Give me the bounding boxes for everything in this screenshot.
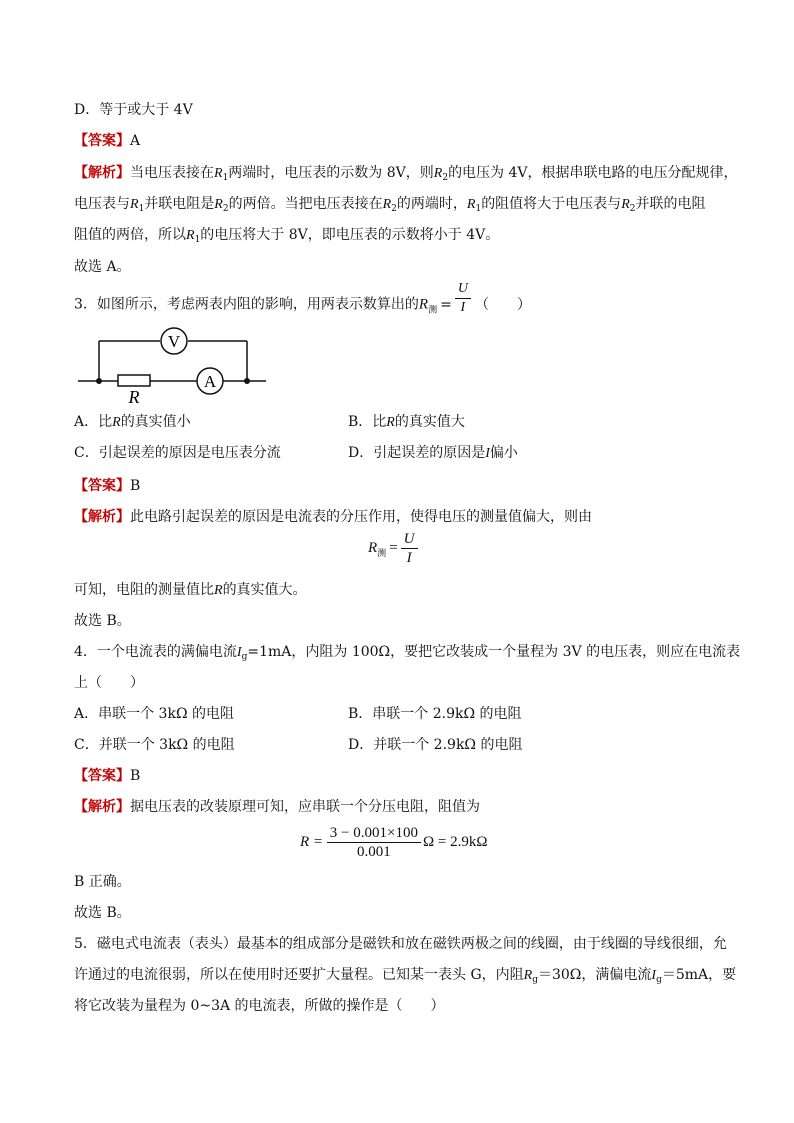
equals: = (389, 539, 398, 556)
numerator: U (401, 530, 418, 549)
q4-option-d: D．并联一个 2.9kΩ 的电阻 (348, 737, 523, 753)
answer-value: B (130, 768, 141, 784)
q3-answer (74, 476, 140, 496)
var: R (368, 539, 378, 556)
text: 两端时，电压表的示数为 8V，则 (228, 165, 434, 181)
q4-option-b: B．串联一个 2.9kΩ 的电阻 (348, 706, 522, 722)
denominator: I (460, 300, 466, 315)
fraction (401, 530, 418, 567)
var: R (386, 415, 395, 430)
q4-option-a: A．串联一个 3kΩ 的电阻 (74, 706, 235, 722)
text: B．比 (348, 414, 387, 430)
equals: = (440, 296, 452, 313)
sub: 测 (428, 305, 438, 316)
analysis-tag: 【解析】 (74, 509, 130, 525)
text: 并联电阻是 (144, 196, 215, 212)
answer-tag: 【答案】 (74, 478, 130, 494)
sub: 2 (222, 204, 229, 214)
answer-value: B (130, 478, 141, 494)
text: ＝30Ω，满偏电流 (537, 967, 652, 983)
q4-stem-line-1 (74, 642, 740, 667)
answer-tag: 【答案】 (74, 133, 130, 149)
text: ＝5mA，要 (661, 967, 737, 983)
denominator: I (406, 550, 412, 566)
q4-option-c: C．并联一个 3kΩ 的电阻 (74, 737, 235, 753)
resistor-label: R (128, 387, 140, 405)
text: 的真实值大。 (222, 582, 307, 598)
answer-tag: 【答案】 (74, 768, 130, 784)
q2-analysis-line-2 (74, 194, 705, 219)
q2-analysis-line-1 (74, 163, 738, 188)
q2-answer (74, 131, 140, 151)
text: 的阻值将大于电压表与 (481, 196, 622, 212)
var: R (130, 197, 139, 212)
lhs: R = (300, 834, 324, 850)
q3-formula (368, 530, 418, 567)
var: R (214, 166, 223, 181)
sub: 2 (442, 173, 449, 183)
text: 据电压表的改装原理可知，应串联一个分压电阻，阻值为 (130, 799, 480, 815)
paren: （ ） (474, 296, 531, 313)
ammeter-label: A (203, 372, 217, 391)
junction-left (96, 378, 102, 384)
sub: 2 (391, 204, 397, 214)
text: 当电压表接在 (130, 165, 214, 181)
text: 的两端时， (396, 196, 467, 212)
text: 可知，电阻的测量值比 (74, 582, 214, 598)
q5-stem-line-2 (74, 965, 736, 990)
sub: 1 (475, 204, 482, 214)
q3-conclusion: 故选 B。 (74, 613, 131, 629)
q2-conclusion: 故选 A。 (74, 259, 131, 275)
denominator: 0.001 (357, 844, 391, 860)
var: R (466, 197, 476, 212)
analysis-tag: 【解析】 (74, 799, 130, 815)
rhs: Ω = 2.9kΩ (422, 834, 488, 850)
q3-option-a (74, 412, 191, 433)
answer-value: A (130, 133, 141, 149)
q4-answer (74, 766, 140, 786)
text: 许通过的电流很弱，所以在使用时还要扩大量程。已知某一表头 G，内阻 (74, 967, 524, 983)
junction-right (244, 378, 250, 384)
var: R (382, 197, 392, 212)
q3-option-b (348, 412, 465, 433)
numerator: 3 − 0.001×100 (327, 824, 421, 843)
q3-option-d (348, 443, 518, 464)
q5-stem-line-1: 5．磁电式电流表（表头）最基本的组成部分是磁铁和放在磁铁两极之间的线圈，由于线圈的导线很细，允 (74, 936, 727, 952)
fraction (327, 824, 421, 861)
q2-analysis-line-3 (74, 225, 499, 250)
var: R (214, 197, 223, 212)
sub: 测 (377, 547, 387, 558)
sub: g (241, 652, 248, 662)
q4-stem-line-2: 上（ ） (74, 675, 144, 691)
q4-formula (300, 824, 487, 861)
var: I (485, 446, 490, 461)
q4-conclusion: 故选 B。 (74, 905, 131, 921)
q3-known (74, 580, 307, 601)
text: 的电压将大于 8V，即电压表的示数将小于 4V。 (200, 227, 500, 243)
text: 的两倍。当把电压表接在 (228, 196, 383, 212)
circuit-diagram (74, 325, 274, 405)
sub: 2 (629, 204, 636, 214)
text: 偏小 (489, 445, 518, 461)
text: 的电压为 4V，根据串联电路的电压分配规律， (448, 165, 738, 181)
analysis-tag: 【解析】 (74, 165, 130, 181)
var: R (523, 968, 533, 983)
q4-analysis (74, 797, 480, 817)
var: I (236, 645, 242, 660)
q3-analysis (74, 507, 592, 527)
var: I (651, 968, 657, 983)
text: 的真实值小 (120, 414, 191, 430)
sub: g (532, 975, 538, 985)
q3-stem (74, 281, 531, 321)
text: D．引起误差的原因是 (348, 445, 486, 461)
q4-correct: B 正确。 (74, 874, 131, 890)
text: 阻值的两倍，所以 (74, 227, 186, 243)
q2-option-d: D．等于或大于 4V (74, 102, 193, 118)
resistor (118, 375, 150, 386)
var: R (621, 197, 630, 212)
text: 4．一个电流表的满偏电流 (74, 644, 237, 660)
voltmeter-label: V (167, 332, 181, 351)
text: 此电路引起误差的原因是电流表的分压作用，使得电压的测量值偏大，则由 (130, 509, 592, 525)
sub: g (656, 975, 662, 985)
sub: 1 (222, 173, 229, 183)
var: R (112, 415, 121, 430)
text: 的真实值大 (394, 414, 465, 430)
var: R (433, 166, 443, 181)
q3-option-c: C．引起误差的原因是电压表分流 (74, 445, 281, 461)
text: =1mA，内阻为 100Ω，要把它改装成一个量程为 3V 的电压表，则应在电流表 (247, 644, 741, 660)
text: 电压表与 (74, 196, 130, 212)
var: R (418, 296, 429, 313)
text: 并联的电阻 (635, 196, 706, 212)
sub: 1 (194, 235, 201, 245)
var: R (186, 228, 195, 243)
fraction (455, 280, 471, 317)
numerator: U (455, 280, 471, 299)
q5-stem-line-3: 将它改装为量程为 0~3A 的电流表，所做的操作是（ ） (74, 998, 445, 1014)
text: A．比 (74, 414, 113, 430)
text: 3．如图所示，考虑两表内阻的影响，用两表示数算出的 (74, 296, 419, 313)
var: R (214, 583, 223, 598)
sub: 1 (138, 204, 145, 214)
